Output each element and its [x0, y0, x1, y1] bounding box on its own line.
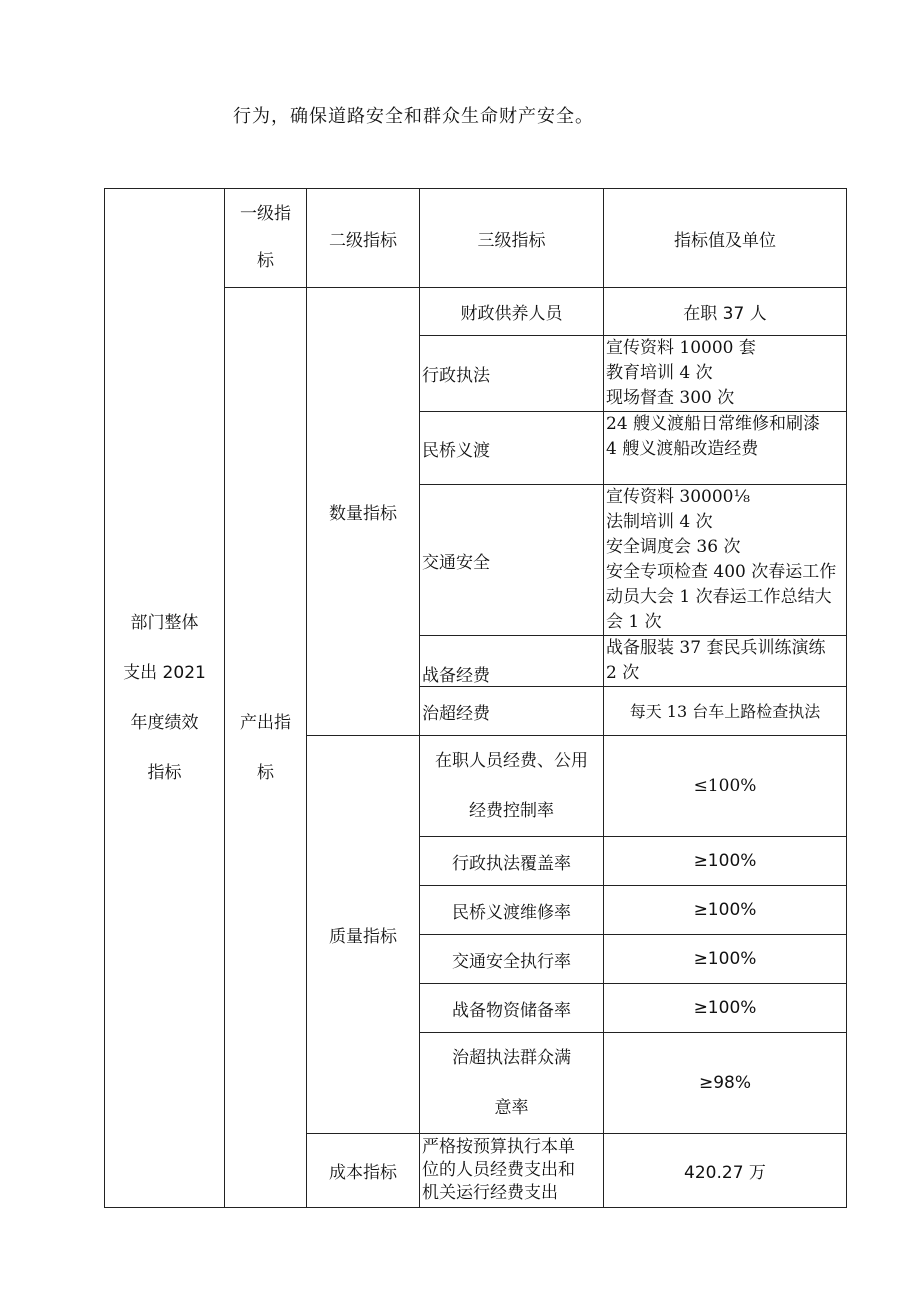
quantity-value-5: 每天 13 台车上路检查执法: [604, 687, 847, 736]
section-cell: [105, 189, 225, 1208]
quantity-value-1: 宣传资料 10000 套 教育培训 4 次 现场督查 300 次: [604, 336, 847, 412]
quantity-name-2: 民桥义渡: [420, 412, 604, 485]
quantity-value-4: 战备服装 37 套民兵训练演练 2 次: [604, 636, 847, 687]
quantity-name-1: 行政执法: [420, 336, 604, 412]
quantity-value-3: 宣传资料 30000⅛ 法制培训 4 次 安全调度会 36 次 安全专项检查 400 次春运工作 动员大会 1 次春运工作总结大 会 1 次: [604, 485, 847, 636]
quality-value-0: ≤100%: [604, 736, 847, 837]
cost-label: 成本指标: [307, 1134, 420, 1208]
quantity-name-0: 财政供养人员: [420, 288, 604, 336]
section-label: 部门整体 支出 2021 年度绩效 指标: [123, 613, 206, 783]
intro-text: 行为，确保道路安全和群众生命财产安全。: [233, 106, 594, 127]
quality-name-2: 民桥义渡维修率: [420, 886, 604, 935]
quality-name-4: 战备物资储备率: [420, 984, 604, 1033]
quantity-name-3: 交通安全: [420, 485, 604, 636]
table-header-row: [105, 189, 847, 288]
quantity-value-0: 在职 37 人: [604, 288, 847, 336]
quantity-name-4: 战备经费: [420, 636, 604, 687]
quantity-label: 数量指标: [307, 288, 420, 736]
header-level3: 三级指标: [420, 189, 604, 288]
quality-name-5: 治超执法群众满 意率: [420, 1033, 604, 1134]
header-level1: 一级指 标: [225, 189, 307, 288]
quality-label: 质量指标: [307, 736, 420, 1134]
cost-name: 严格按预算执行本单 位的人员经费支出和 机关运行经费支出: [420, 1134, 604, 1208]
quality-name-3: 交通安全执行率: [420, 935, 604, 984]
quality-name-1: 行政执法覆盖率: [420, 837, 604, 886]
quality-value-2: ≥100%: [604, 886, 847, 935]
level1-cell: 产出指 标: [225, 288, 307, 1208]
cost-value: 420.27 万: [604, 1134, 847, 1208]
quantity-name-5: 治超经费: [420, 687, 604, 736]
quality-value-4: ≥100%: [604, 984, 847, 1033]
header-value: 指标值及单位: [604, 189, 847, 288]
quality-value-5: ≥98%: [604, 1033, 847, 1134]
quality-value-1: ≥100%: [604, 837, 847, 886]
quantity-value-2: 24 艘义渡船日常维修和刷漆 4 艘义渡船改造经费: [604, 412, 847, 485]
quality-value-3: ≥100%: [604, 935, 847, 984]
performance-table: [104, 188, 847, 1208]
header-level2: 二级指标: [307, 189, 420, 288]
quality-name-0: 在职人员经费、公用 经费控制率: [420, 736, 604, 837]
